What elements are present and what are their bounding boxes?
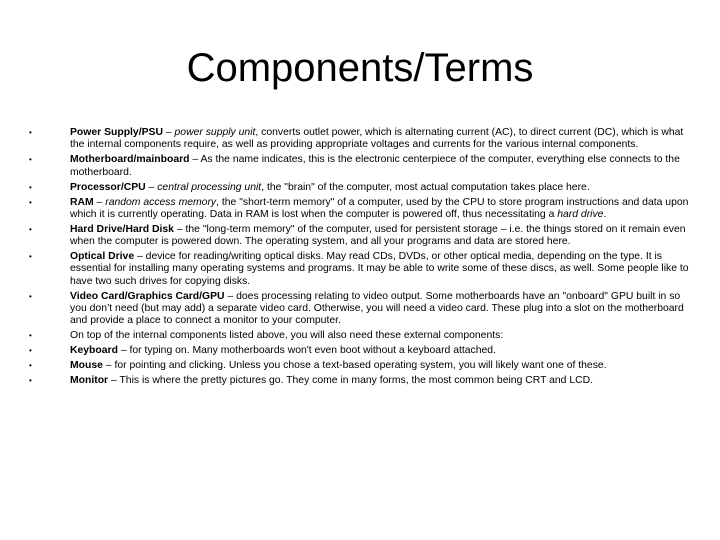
description-text: , the "brain" of the computer, most actual computation takes place here. bbox=[261, 181, 590, 193]
bullet-icon: • bbox=[29, 128, 32, 137]
list-item bbox=[28, 197, 698, 222]
list-item bbox=[28, 291, 698, 328]
description-text: – bbox=[93, 196, 106, 208]
list-item bbox=[28, 375, 698, 387]
slide-title: Components/Terms bbox=[186, 46, 534, 90]
description-text: – the "long-term memory" of the computer, used for persistent storage – i.e. the things stored on it remain even when the computer is powered down. The operating system, and all your programs and data are stored here. bbox=[70, 223, 686, 248]
description-text: , the "short-term memory" of a computer, used by the CPU to store program instructions and data upon which it is currently operating. Data in RAM is lost when the computer is powered off, thus necessitating a bbox=[70, 196, 689, 220]
description-text: – As the name indicates, this is the electronic centerpiece of the computer, everything else connects to the motherboard. bbox=[70, 154, 680, 178]
list-item bbox=[28, 330, 698, 342]
list-item bbox=[28, 127, 698, 152]
list-item-text bbox=[70, 224, 698, 249]
bullet-list bbox=[28, 127, 698, 390]
emphasis-text: hard drive bbox=[557, 208, 604, 220]
list-item-text bbox=[70, 182, 698, 194]
list-item-text bbox=[70, 345, 698, 357]
term-label: Processor/CPU bbox=[70, 181, 146, 193]
list-item bbox=[28, 360, 698, 372]
bullet-icon: • bbox=[29, 252, 32, 262]
description-text: – does processing relating to video output. Some motherboards have an "onboard" GPU built in so you don’t need (but may add) a separate video card. Otherwise, you will need a video card. These plug into a slot on the motherboard and provide a place to connect a monitor to your computer. bbox=[70, 290, 684, 327]
term-label: Mouse bbox=[70, 360, 103, 372]
description-text: , converts outlet power, which is alternating current (AC), to direct current (DC), which is what the internal components require, as well as providing appropriate voltages and currents for the various internal components. bbox=[70, 127, 684, 151]
bullet-icon: • bbox=[29, 224, 32, 234]
bullet-icon: • bbox=[29, 346, 32, 356]
list-item-text bbox=[70, 375, 698, 387]
bullet-icon: • bbox=[29, 361, 32, 371]
term-label: Motherboard/mainboard bbox=[70, 154, 190, 166]
description-text: – This is where the pretty pictures go. They come in many forms, the most common being CRT and LCD. bbox=[108, 375, 594, 387]
list-item-text bbox=[70, 197, 698, 222]
term-label: Monitor bbox=[70, 375, 109, 387]
list-item-text bbox=[70, 251, 698, 288]
emphasis-text: random access memory bbox=[105, 196, 217, 208]
description-text: On top of the internal components listed above, you will also need these external components: bbox=[70, 330, 504, 342]
term-label: Hard Drive/Hard Disk bbox=[70, 223, 174, 235]
description-text: – device for reading/writing optical disks. May read CDs, DVDs, or other optical media, depending on the type. It is essential for installing many operating systems and programs. It may be able to write some of these discs, as well. Some people like to have two such drives for copying disks. bbox=[70, 251, 689, 287]
list-item-text bbox=[70, 291, 698, 328]
term-label: RAM bbox=[70, 196, 94, 208]
bullet-icon: • bbox=[29, 291, 32, 301]
description-text: . bbox=[603, 208, 607, 220]
list-item bbox=[28, 224, 698, 249]
emphasis-text: central processing unit bbox=[157, 181, 262, 193]
bullet-icon: • bbox=[29, 331, 32, 341]
list-item bbox=[28, 154, 698, 179]
term-label: Power Supply/PSU bbox=[70, 127, 163, 138]
term-label: Optical Drive bbox=[70, 251, 135, 263]
list-item-text bbox=[70, 360, 698, 372]
bullet-icon: • bbox=[29, 155, 32, 165]
bullet-icon: • bbox=[29, 182, 32, 192]
bullet-icon: • bbox=[29, 376, 32, 386]
list-item-text bbox=[70, 154, 698, 179]
list-item bbox=[28, 251, 698, 288]
description-text: – for pointing and clicking. Unless you chose a text-based operating system, you will likely want one of these. bbox=[102, 360, 607, 372]
term-label: Video Card/Graphics Card/GPU bbox=[70, 290, 225, 302]
bullet-icon: • bbox=[29, 197, 32, 207]
list-item-text bbox=[70, 127, 698, 152]
description-text: – for typing on. Many motherboards won't even boot without a keyboard attached. bbox=[117, 345, 496, 357]
emphasis-text: power supply unit bbox=[174, 127, 256, 138]
description-text: – bbox=[162, 127, 175, 138]
description-text: – bbox=[145, 181, 158, 193]
list-item bbox=[28, 345, 698, 357]
term-label: Keyboard bbox=[70, 345, 118, 357]
list-item bbox=[28, 182, 698, 194]
list-item-text bbox=[70, 330, 698, 342]
